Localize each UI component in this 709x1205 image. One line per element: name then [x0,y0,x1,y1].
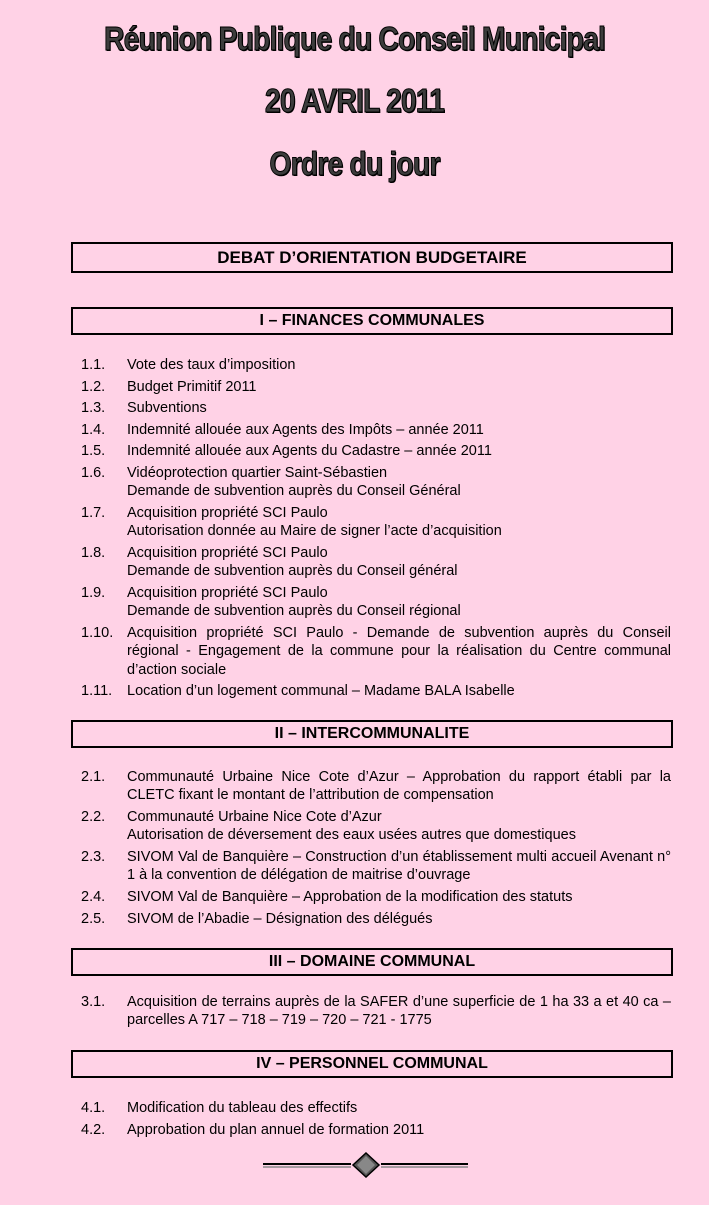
agenda-item [81,356,671,374]
section-box-finances [71,307,673,335]
section-box-intercommunalite [71,720,673,748]
item-number: 2.3. [81,849,106,865]
item-line: Modification du tableau des effectifs [127,1100,358,1116]
item-number: 1.1. [81,357,106,373]
item-text [127,1121,671,1139]
item-number: 1.3. [81,400,106,417]
item-number: 4.2. [81,1121,106,1138]
section-list [81,993,671,1033]
agenda-item [81,682,671,700]
item-text [127,544,671,581]
agenda-item [81,421,671,439]
item-line: Acquisition de terrains auprès de la SAFER d’une superficie de 1 ha 33 a et 40 ca – parcelles A 717 – 718 – 719 – 720 – 721 - 1775 [127,994,671,1029]
agenda-item [81,378,671,396]
item-text [127,378,671,396]
section-box-domaine [71,948,673,976]
item-line: Location d’un logement communal – Madame BALA Isabelle [127,683,515,700]
item-text [127,504,671,541]
item-text [127,584,671,621]
item-number: 1.10. [81,624,114,641]
item-text [127,464,671,501]
agenda-item [81,888,671,906]
item-text [127,768,671,805]
item-line: Acquisition propriété SCI Paulo [127,584,328,601]
agenda-item [81,993,671,1030]
meeting-date: 20 AVRIL 2011 [264,82,445,119]
item-text [127,356,671,374]
agenda-item [81,464,671,501]
item-line: Demande de subvention auprès du Conseil régional [127,603,461,620]
agenda-item [81,624,671,679]
debate-title: DEBAT D’ORIENTATION BUDGETAIRE [217,248,527,267]
item-number: 1.4. [81,421,106,438]
item-line: SIVOM de l’Abadie – Désignation des délégués [127,910,433,927]
item-line: Acquisition propriété SCI Paulo - Demande de subvention auprès du Conseil régional - Engagement de la commune pour la réalisation du Centre communal d’action sociale [127,624,671,678]
item-text [127,888,671,906]
item-number: 2.1. [81,769,106,785]
item-line: Indemnité allouée aux Agents du Cadastre – année 2011 [127,443,492,460]
agenda-item [81,910,671,928]
item-text [127,993,671,1030]
item-number: 1.6. [81,464,106,481]
item-number: 1.7. [81,504,106,521]
item-number: 2.2. [81,809,106,825]
item-number: 4.1. [81,1100,106,1116]
agenda-item [81,504,671,541]
item-number: 2.5. [81,910,106,927]
item-line: Budget Primitif 2011 [127,378,257,395]
item-line: SIVOM Val de Banquière – Construction d’un établissement multi accueil Avenant n° 1 à la convention de délégation de maitrise d’ouvrage [127,849,671,884]
agenda-item [81,442,671,460]
item-text [127,808,671,845]
agenda-item [81,584,671,621]
item-number: 1.5. [81,443,106,460]
item-line: Vote des taux d’imposition [127,357,296,373]
section-box-personnel [71,1050,673,1078]
item-line: SIVOM Val de Banquière – Approbation de la modification des statuts [127,889,573,905]
item-number: 1.8. [81,544,106,561]
item-line: Demande de subvention auprès du Conseil général [127,563,458,580]
agenda-item [81,399,671,417]
item-text [127,910,671,928]
section-title: II – INTERCOMMUNALITE [274,725,470,742]
item-line: Autorisation donnée au Maire de signer l’acte d’acquisition [127,523,502,540]
item-number: 2.4. [81,889,106,905]
item-number: 1.9. [81,584,106,601]
item-text [127,442,671,460]
item-number: 3.1. [81,994,106,1010]
agenda-item [81,768,671,805]
agenda-item [81,544,671,581]
section-title: III – DOMAINE COMMUNAL [268,953,476,970]
diamond-ornament-icon [263,1152,468,1178]
item-number: 1.11. [81,683,113,700]
item-line: Autorisation de déversement des eaux usées autres que domestiques [127,827,576,844]
item-text [127,848,671,885]
item-line: Demande de subvention auprès du Conseil Général [127,483,461,500]
item-text [127,624,671,679]
section-title: I – FINANCES COMMUNALES [259,312,485,329]
agenda-item [81,1121,671,1139]
item-line: Indemnité allouée aux Agents des Impôts – année 2011 [127,421,484,438]
agenda-item [81,808,671,845]
item-text [127,1099,671,1117]
item-line: Vidéoprotection quartier Saint-Sébastien [127,464,388,481]
page-title: Réunion Publique du Conseil Municipal [103,20,606,57]
item-line: Communauté Urbaine Nice Cote d’Azur [127,809,382,825]
section-list [81,768,671,931]
item-number: 1.2. [81,378,106,395]
item-text [127,421,671,439]
agenda-heading: Ordre du jour [269,145,440,182]
agenda-item [81,1099,671,1117]
item-line: Approbation du plan annuel de formation 2011 [127,1121,425,1138]
section-title: IV – PERSONNEL COMMUNAL [256,1055,488,1072]
item-line: Acquisition propriété SCI Paulo [127,544,328,561]
item-text [127,682,671,700]
item-line: Acquisition propriété SCI Paulo [127,504,328,521]
debate-box [71,242,673,273]
section-list [81,356,671,704]
item-text [127,399,671,417]
item-line: Subventions [127,400,207,417]
item-line: Communauté Urbaine Nice Cote d’Azur – Approbation du rapport établi par la CLETC fixant le montant de l’attribution de compensation [127,769,671,804]
agenda-item [81,848,671,885]
section-list [81,1099,671,1142]
